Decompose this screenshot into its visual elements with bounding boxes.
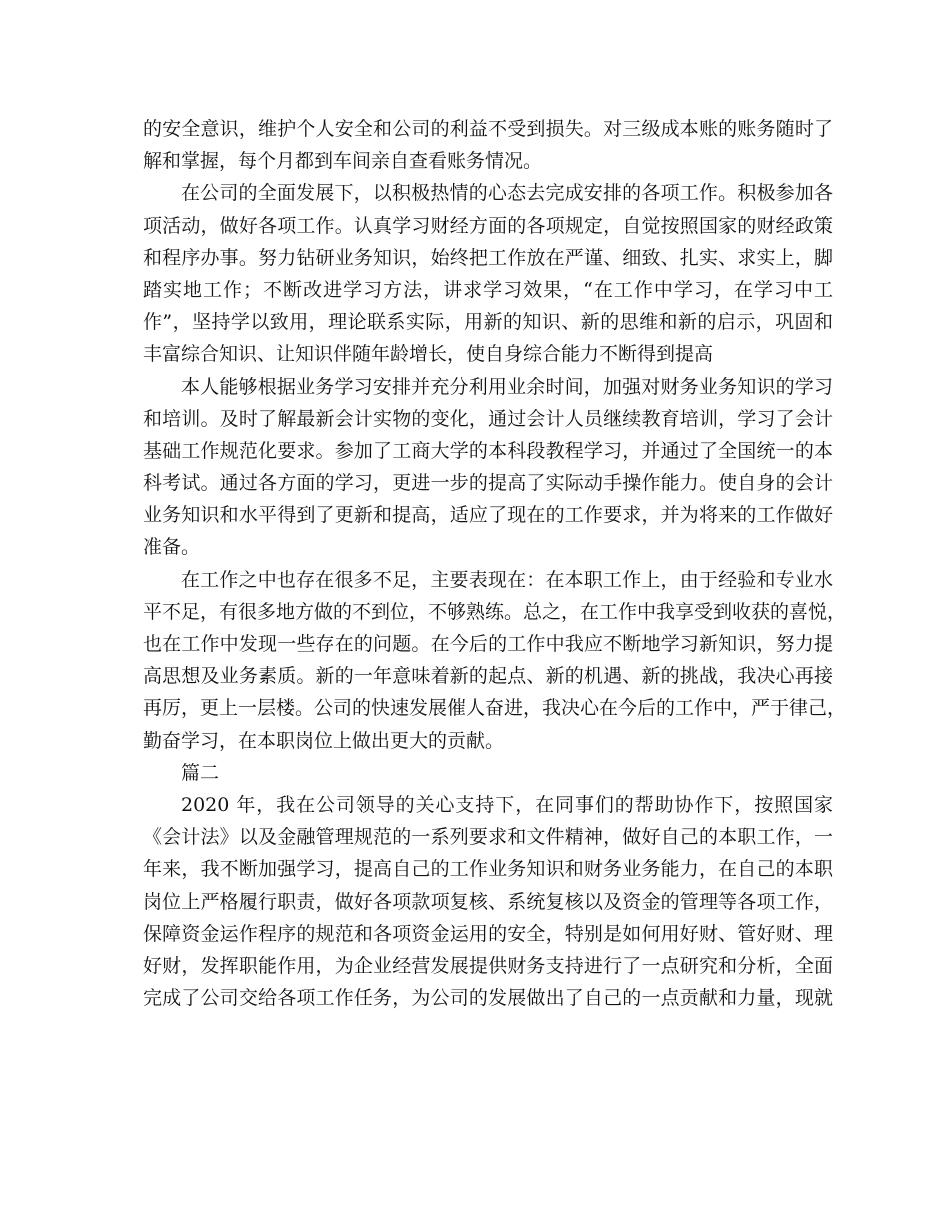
text-line: 也在工作中发现一些存在的问题。在今后的工作中我应不断地学习新知识，努力提 (143, 633, 833, 655)
text-line: 在工作之中也存在很多不足，主要表现在：在本职工作上，由于经验和专业水 (181, 568, 833, 591)
text-line: 《会计法》以及金融管理规范的一系列要求和文件精神，做好自己的本职工作，一 (143, 826, 833, 849)
text-line: 准备。 (143, 536, 201, 559)
document-page (143, 113, 847, 1014)
text-line: 踏实地工作；不断改进学习方法，讲求学习效果，“在工作中学习，在学习中工 (143, 278, 833, 301)
text-line: 2020 年，我在公司领导的关心支持下，在同事们的帮助协作下，按照国家 (181, 793, 833, 816)
paragraph-1 (143, 113, 833, 177)
text-line: 好财，发挥职能作用，为企业经营发展提供财务支持进行了一点研究和分析，全面 (143, 954, 833, 977)
text-line: 本人能够根据业务学习安排并充分利用业余时间，加强对财务业务知识的学习 (181, 375, 833, 398)
text-line: 业务知识和水平得到了更新和提高，适应了现在的工作要求，并为将来的工作做好 (143, 504, 833, 527)
section-heading (143, 757, 833, 789)
section-title: 篇二 (181, 761, 220, 784)
paragraph-5 (143, 789, 833, 1014)
text-line: 和培训。及时了解最新会计实物的变化，通过会计人员继续教育培训，学习了会计 (143, 407, 833, 430)
text-line: 完成了公司交给各项工作任务，为公司的发展做出了自己的一点贡献和力量，现就 (143, 987, 833, 1010)
paragraph-2 (143, 177, 833, 370)
text-line: 的安全意识，维护个人安全和公司的利益不受到损失。对三级成本账的账务随时了 (143, 118, 833, 140)
paragraph-3 (143, 371, 833, 564)
text-line: 再厉，更上一层楼。公司的快速发展催人奋进，我决心在今后的工作中，严于律己， (143, 697, 847, 720)
text-line: 丰富综合知识、让知识伴随年龄增长，使自身综合能力不断得到提高 (143, 343, 714, 366)
text-line: 在公司的全面发展下，以积极热情的心态去完成安排的各项工作。积极参加各 (181, 182, 833, 205)
paragraph-4 (143, 564, 847, 757)
text-line: 作”，坚持学以致用，理论联系实际，用新的知识、新的思维和新的启示，巩固和 (143, 311, 833, 334)
text-line: 高思想及业务素质。新的一年意味着新的起点、新的机遇、新的挑战，我决心再接 (143, 665, 833, 688)
text-line: 岗位上严格履行职责，做好各项款项复核、系统复核以及资金的管理等各项工作， (143, 890, 833, 913)
text-line: 年来，我不断加强学习，提高自己的工作业务知识和财务业务能力，在自己的本职 (143, 858, 833, 881)
text-line: 和程序办事。努力钻研业务知识，始终把工作放在严谨、细致、扎实、求实上，脚 (143, 246, 833, 269)
text-line: 平不足，有很多地方做的不到位，不够熟练。总之，在工作中我享受到收获的喜悦， (143, 600, 847, 623)
text-line: 项活动，做好各项工作。认真学习财经方面的各项规定，自觉按照国家的财经政策 (143, 214, 833, 237)
text-line: 解和掌握，每个月都到车间亲自查看账务情况。 (143, 150, 543, 173)
text-line: 基础工作规范化要求。参加了工商大学的本科段教程学习，并通过了全国统一的本 (143, 439, 833, 462)
text-line: 保障资金运作程序的规范和各项资金运用的安全，特别是如何用好财、管好财、理 (143, 922, 833, 945)
text-line: 勤奋学习，在本职岗位上做出更大的贡献。 (143, 729, 505, 752)
text-line: 科考试。通过各方面的学习，更进一步的提高了实际动手操作能力。使自身的会计 (143, 472, 833, 495)
